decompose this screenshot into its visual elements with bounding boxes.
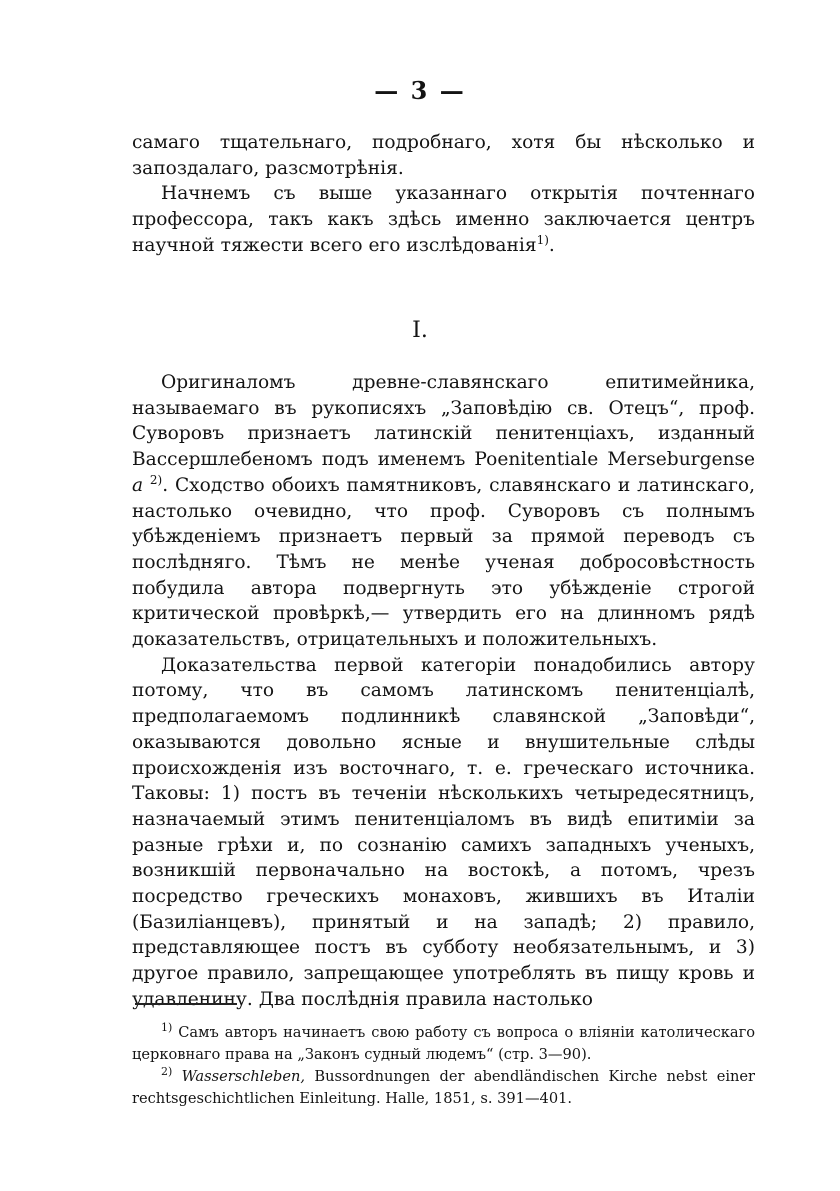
page-number: — 3 —	[374, 76, 466, 105]
section-heading: I.	[412, 318, 428, 343]
footnote-ref-2[interactable]: 2)	[149, 472, 163, 487]
footnotes	[132, 1022, 755, 1110]
footnote-2-author: Wasserschleben,	[181, 1068, 306, 1085]
paragraph-original-text-a: Оригиналомъ древне-славянскаго епитимейника, называемаго въ рукописяхъ „Заповѣдію св. Отецъ“, проф. Суворовъ признаетъ латинскій пенитенціахъ, изданный Вассершлебеномъ подъ именемъ Poenitentiale Merseburgense	[132, 372, 755, 471]
footnote-2-text: Bussordnungen der abendländischen Kirche nebst einer rechtsgeschichtlichen Einleitung. Halle, 1851, s. 391—401.	[132, 1068, 756, 1107]
footnote-1	[132, 1022, 755, 1066]
intro-paragraph	[132, 181, 755, 258]
footnote-2-marker: 2)	[161, 1065, 173, 1079]
paragraph-original-letter: a	[132, 474, 144, 496]
intro-paragraph-end: .	[548, 234, 555, 256]
paragraph-original	[132, 370, 755, 653]
main-text	[132, 370, 755, 1013]
continuation-paragraph: самаго тщательнаго, подробнаго, хотя бы нѣсколько и запоздалаго, разсмотрѣнія.	[132, 132, 755, 179]
footnote-1-marker: 1)	[161, 1021, 173, 1035]
footnote-1-text: Самъ авторъ начинаетъ свою работу съ вопроса о вліяніи католическаго церковнаго права на „Законъ судный людемъ“ (стр. 3—90).	[132, 1024, 756, 1063]
footnote-2	[132, 1066, 755, 1110]
intro-text	[132, 130, 755, 259]
paragraph-original-text-b: . Сходство обоихъ памятниковъ, славянскаго и латинскаго, настолько очевидно, что проф. Суворовъ съ полнымъ убѣжденіемъ признаетъ первый за прямой переводъ съ послѣдняго. Тѣмъ не менѣе ученая добросовѣстность побудила автора подвергнуть это убѣжденіе строгой критической провѣркѣ,— утвердить его на длинномъ рядѣ доказательствъ, отрицательныхъ и положительныхъ.	[132, 474, 756, 651]
paragraph-evidence: Доказательства первой категоріи понадобились автору потому, что въ самомъ латинскомъ пенитенціалѣ, предполагаемомъ подлинникѣ славянской „Заповѣди“, оказываются довольно ясные и внушительные слѣды происхожденія изъ восточнаго, т. е. греческаго источника. Таковы: 1) постъ въ теченіи нѣсколькихъ четыредесятницъ, назначаемый этимъ пенитенціаломъ въ видѣ епитиміи за разные грѣхи и, по сознанію самихъ западныхъ ученыхъ, возникшій первоначально на востокѣ, а потомъ, чрезъ посредство греческихъ монаховъ, жившихъ въ Италіи (Базиліанцевъ), принятый и на западѣ; 2) правило, представляющее постъ въ субботу необязательнымъ, и 3) другое правило, запрещающее употреблять въ пищу кровь и удавленину. Два послѣднія правила настолько	[132, 654, 755, 1010]
intro-paragraph-text: Начнемъ съ выше указаннаго открытія почтеннаго профессора, такъ какъ здѣсь именно заключается центръ научной тяжести всего его изслѣдованія	[132, 183, 755, 256]
footnote-ref-1[interactable]: 1)	[536, 232, 549, 247]
footnote-rule	[135, 1003, 237, 1005]
